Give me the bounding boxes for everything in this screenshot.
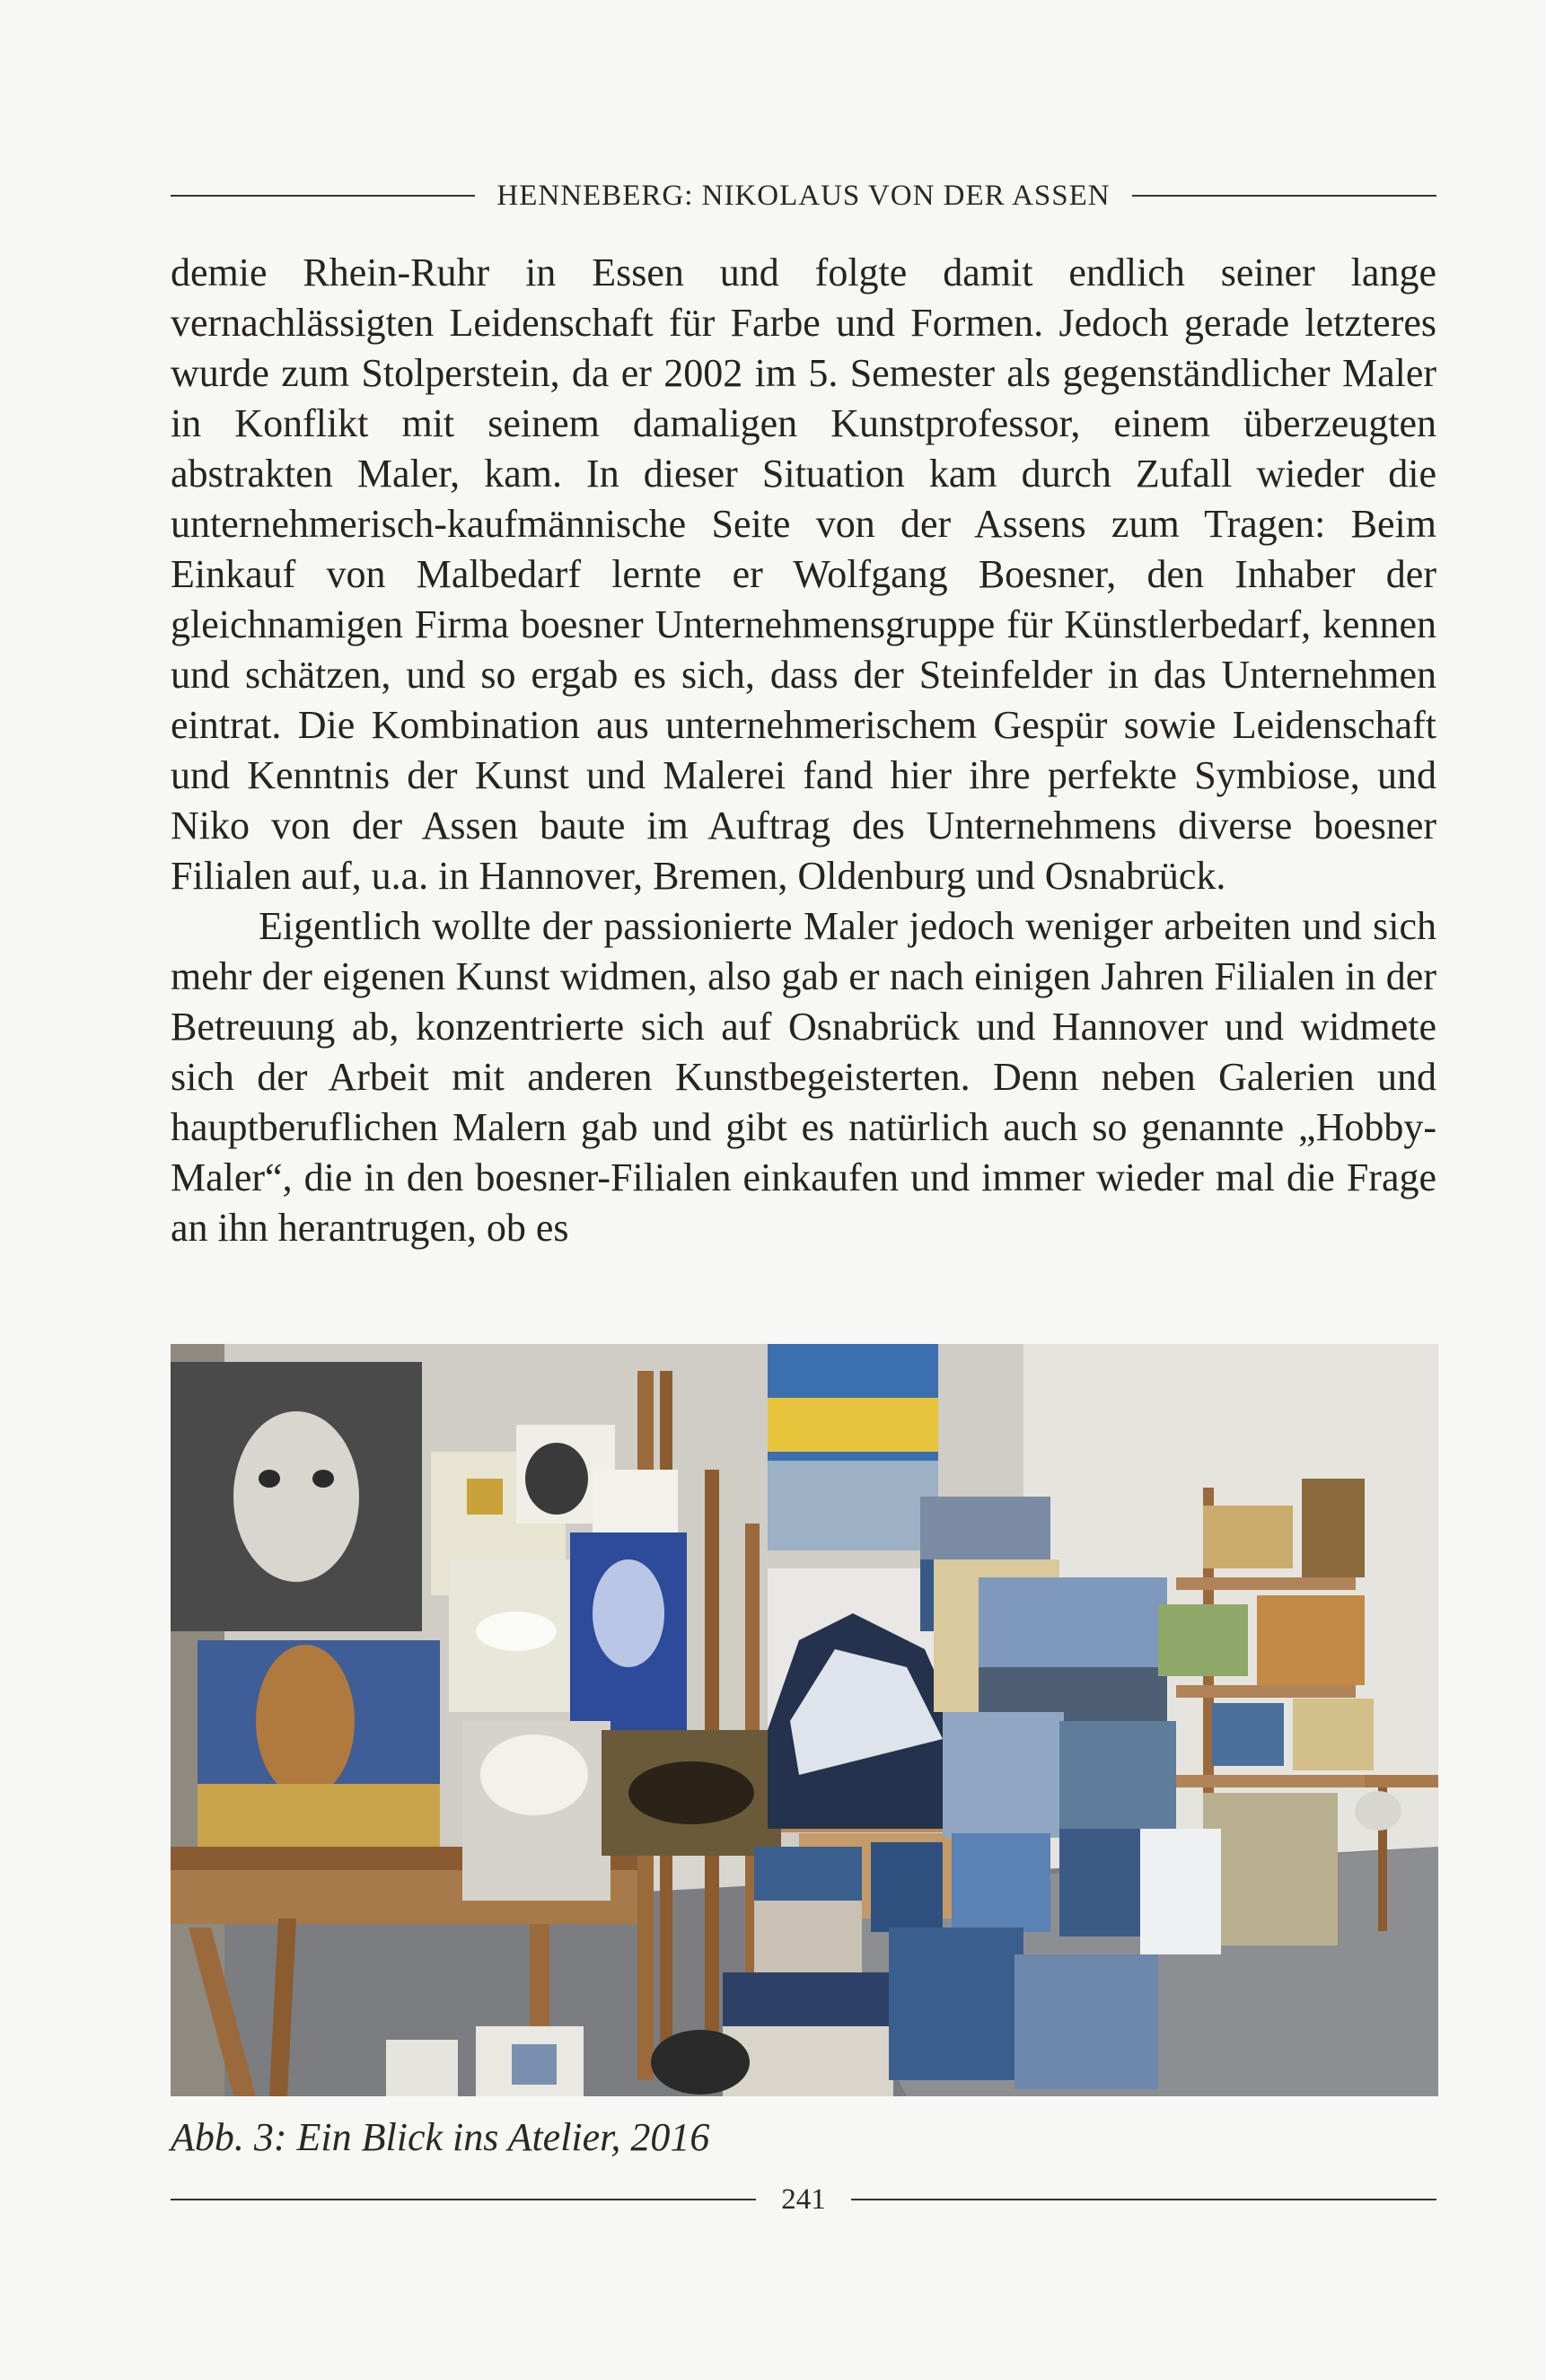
header-rule-left xyxy=(171,195,475,197)
header-rule-right xyxy=(1132,195,1436,197)
footer-rule-right xyxy=(851,2199,1436,2200)
footer-rule-left xyxy=(171,2199,756,2200)
atelier-photo-illustration xyxy=(171,1344,1438,2096)
paragraph-1: demie Rhein-Ruhr in Essen und folgte damit endlich seiner lange vernachlässigten Leidenschaft für Farbe und Formen. Jedoch gerade letzteres wurde zum Stolperstein, da er 2002 im 5. Semester als gegenständlicher Maler in Konflikt mit seinem damaligen Kunstprofessor, einem überzeugten abstrakten Maler, kam. In dieser Situation kam durch Zufall wieder die unternehmerisch-kaufmännische Seite von der Assens zum Tragen: Beim Einkauf von Malbedarf lernte er Wolfgang Boesner, den Inhaber der gleichnamigen Firma boesner Unternehmensgruppe für Künstlerbedarf, kennen und schätzen, und so ergab es sich, dass der Steinfelder in das Unternehmen eintrat. Die Kombination aus unternehmerischem Gespür sowie Leidenschaft und Kenntnis der Kunst und Malerei fand hier ihre perfekte Symbiose, und Niko von der Assen baute im Auftrag des Unternehmens diverse boesner Filialen auf, u.a. in Hannover, Bremen, Oldenburg und Osnabrück. xyxy=(171,250,1436,898)
atelier-photo xyxy=(171,1344,1438,2096)
figure-caption: Abb. 3: Ein Blick ins Atelier, 2016 xyxy=(171,2115,710,2159)
page-number: 241 xyxy=(781,2182,826,2216)
page-footer xyxy=(171,2177,1436,2222)
running-title: HENNEBERG: NIKOLAUS VON DER ASSEN xyxy=(496,179,1111,212)
body-text xyxy=(171,248,1436,1253)
running-header xyxy=(171,176,1436,215)
paragraph-2: Eigentlich wollte der passionierte Maler jedoch weniger arbeiten und sich mehr der eigenen Kunst widmen, also gab er nach einigen Jahren Filialen in der Betreuung ab, konzentrierte sich auf Osnabrück und Hannover und widmete sich der Arbeit mit anderen Kunstbegeisterten. Denn neben Galerien und hauptberuflichen Malern gab und gibt es natürlich auch so genannte „Hobby-Maler“, die in den boesner-Filialen einkaufen und immer wieder mal die Frage an ihn herantrugen, ob es xyxy=(171,904,1436,1250)
